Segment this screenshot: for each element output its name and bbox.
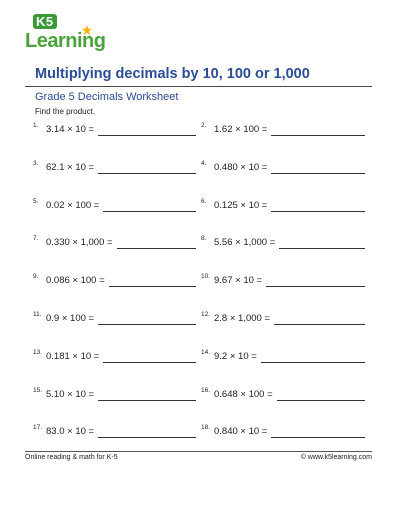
problem-item <box>33 160 196 174</box>
problem-expression: 83.0 × 10 = <box>46 426 95 438</box>
answer-line[interactable] <box>271 211 365 212</box>
problem-number: 1. <box>33 122 39 129</box>
problem-number: 9. <box>33 273 39 281</box>
problem-item <box>201 122 365 136</box>
answer-line[interactable] <box>98 324 196 325</box>
problem-expression: 9.67 × 10 = <box>214 275 263 287</box>
worksheet-title: Multiplying decimals by 10, 100 or 1,000 <box>35 66 310 82</box>
worksheet-subtitle: Grade 5 Decimals Worksheet <box>35 91 179 103</box>
problem-item <box>33 349 196 363</box>
problem-expression: 62.1 × 10 = <box>46 161 95 173</box>
problem-expression: 0.125 × 10 = <box>214 199 268 211</box>
problem-item <box>33 424 196 438</box>
problem-expression: 1.62 × 100 = <box>214 124 268 135</box>
answer-line[interactable] <box>274 324 365 325</box>
problem-item <box>201 349 365 363</box>
answer-line[interactable] <box>266 286 365 287</box>
problem-expression: 5.10 × 10 = <box>46 388 95 400</box>
problem-number: 17. <box>33 424 43 432</box>
footer-divider <box>25 451 372 452</box>
footer-tagline: Online reading & math for K-5 <box>25 454 118 461</box>
answer-line[interactable] <box>98 437 196 438</box>
answer-line[interactable] <box>109 286 196 287</box>
problem-item <box>33 235 196 249</box>
problem-number: 10. <box>201 273 211 281</box>
problem-number: 5. <box>33 197 39 205</box>
problem-number: 15. <box>33 386 43 394</box>
answer-line[interactable] <box>103 362 196 363</box>
problem-expression: 0.330 × 1,000 = <box>46 237 113 249</box>
problem-item <box>201 235 365 249</box>
problem-item <box>33 122 196 136</box>
problem-item <box>33 198 196 212</box>
answer-line[interactable] <box>271 173 365 174</box>
problem-expression: 0.9 × 100 = <box>46 313 95 324</box>
problem-expression: 0.840 × 10 = <box>214 426 268 438</box>
problem-number: 2. <box>201 122 207 129</box>
problem-number: 4. <box>201 159 207 167</box>
problem-number: 8. <box>201 235 207 243</box>
answer-line[interactable] <box>261 362 365 363</box>
problem-item <box>201 424 365 438</box>
problem-expression: 3.14 × 10 = <box>46 124 95 135</box>
k5-learning-logo[interactable] <box>25 14 106 56</box>
answer-line[interactable] <box>277 400 365 401</box>
answer-line[interactable] <box>98 135 196 136</box>
title-divider <box>25 86 372 87</box>
answer-line[interactable] <box>117 248 196 249</box>
problem-number: 16. <box>201 386 211 394</box>
problem-number: 3. <box>33 159 39 167</box>
answer-line[interactable] <box>98 400 196 401</box>
answer-line[interactable] <box>103 211 196 212</box>
logo-badge: K5 <box>33 14 57 29</box>
problem-item <box>33 311 196 325</box>
answer-line[interactable] <box>271 437 365 438</box>
problem-expression: 2.8 × 1,000 = <box>214 313 270 324</box>
problem-item <box>201 160 365 174</box>
problem-expression: 0.181 × 10 = <box>46 350 100 362</box>
answer-line[interactable] <box>271 135 365 136</box>
problem-item <box>33 387 196 401</box>
problem-number: 14. <box>201 348 211 356</box>
problem-item <box>201 273 365 287</box>
problem-expression: 0.086 × 100 = <box>46 275 105 287</box>
logo-wordmark: Learning <box>25 30 106 52</box>
instructions: Find the product. <box>35 107 96 116</box>
answer-line[interactable] <box>98 173 196 174</box>
problem-number: 6. <box>201 197 207 205</box>
problem-item <box>201 198 365 212</box>
problem-item <box>201 387 365 401</box>
problem-number: 11. <box>33 311 42 318</box>
problem-number: 13. <box>33 348 43 356</box>
problem-expression: 5.56 × 1,000 = <box>214 237 276 249</box>
problem-number: 12. <box>201 311 211 318</box>
problem-expression: 0.02 × 100 = <box>46 199 100 211</box>
answer-line[interactable] <box>279 248 365 249</box>
footer-copyright: © www.k5learning.com <box>300 454 372 461</box>
problem-item <box>201 311 365 325</box>
problem-number: 7. <box>33 235 39 243</box>
problem-expression: 9.2 × 10 = <box>214 350 257 362</box>
problem-item <box>33 273 196 287</box>
problem-number: 18. <box>201 424 211 432</box>
problem-expression: 0.648 × 100 = <box>214 388 273 400</box>
problem-expression: 0.480 × 10 = <box>214 161 268 173</box>
